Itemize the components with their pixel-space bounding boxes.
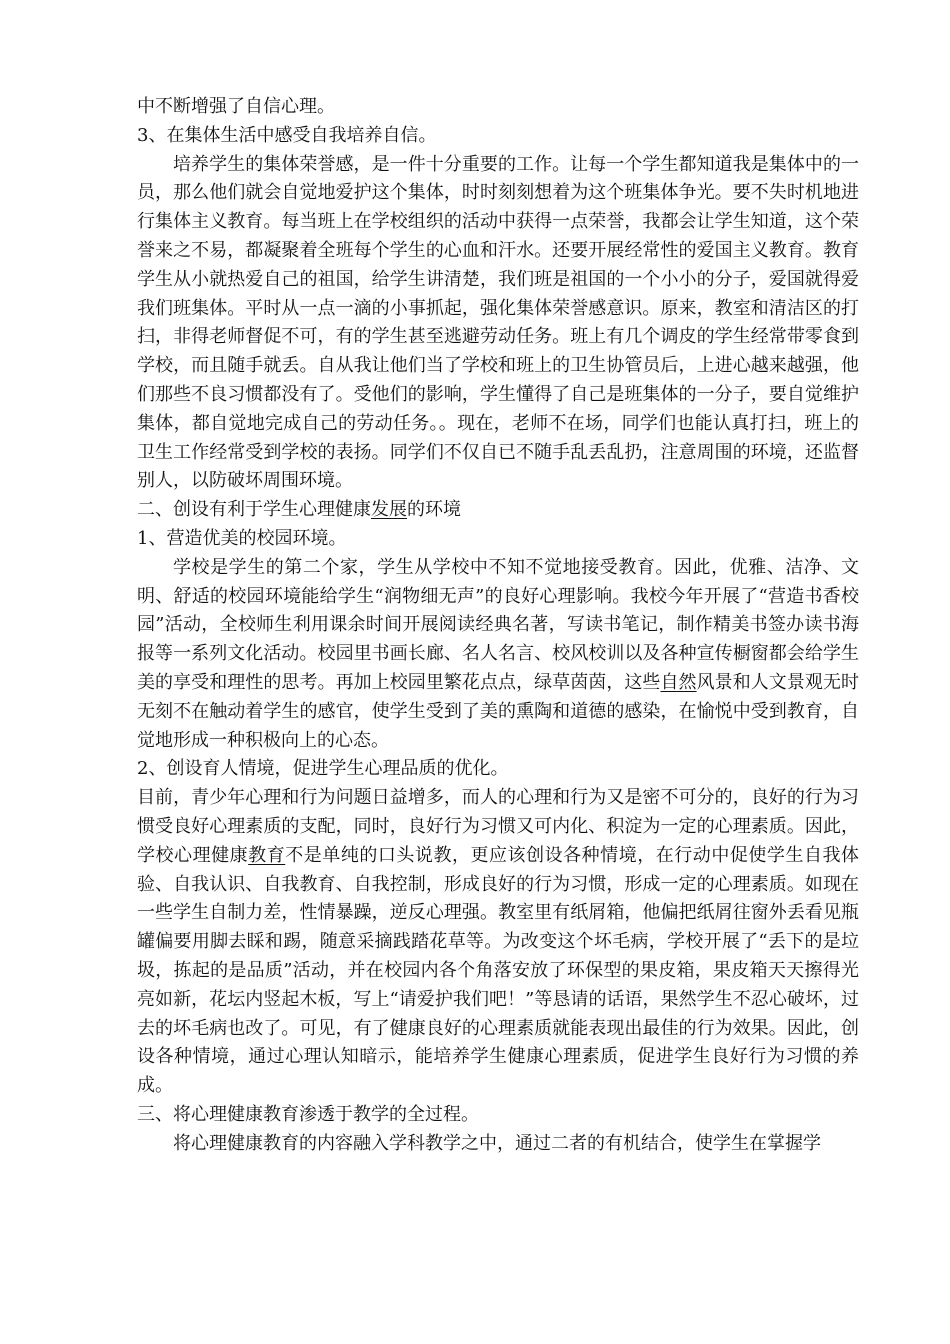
link-jiaoyu[interactable]: 教育 xyxy=(248,844,286,866)
paragraph-text-after: 不是单纯的口头说教，更应该创设各种情境，在行动中促使学生自我体验、自我认识、自我教育、自我控制，形成良好的行为习惯，形成一定的心理素质。如现在一些学生自制力差，性情暴躁，逆反心理强。教室里有纸屑箱，他偏把纸屑往窗外丢看见瓶罐偏要用脚去睬和踢，随意采摘践踏花草等。为改变这个坏毛病，学校开展了“丢下的是垃圾，拣起的是品质”活动，并在校园内各个角落安放了环保型的果皮箱，果皮箱天天擦得光亮如新，花坛内竖起木板，写上“请爱护我们吧！”等恳请的话语，果然学生不忍心破坏，过去的坏毛病也改了。可见，有了健康良好的心理素质就能表现出最佳的行为效果。因此，创设各种情境，通过心理认知暗示，能培养学生健康心理素质，促进学生良好行为习惯的养成。 xyxy=(137,844,860,1097)
paragraph-text-before: 学校是学生的第二个家，学生从学校中不知不觉地接受教育。因此，优雅、洁净、文明、舒适的校园环境能给学生“润物细无声”的良好心理影响。我校今年开展了“营造书香校园”活动，全校师生利用课余时间开展阅读经典名著，写读书笔记，制作精美书签办读书海报等一系列文化活动。校园里书画长廊、名人名言、校风校训以及各种宣传橱窗都会给学生美的享受和理性的思考。再加上校园里繁花点点，绿草茵茵，这些 xyxy=(137,556,859,693)
link-fazhan[interactable]: 发展 xyxy=(371,499,407,521)
section-heading-3: 三、将心理健康教育渗透于教学的全过程。 xyxy=(137,1103,479,1125)
paragraph-education-situation xyxy=(137,784,859,1101)
section-heading-2 xyxy=(137,496,859,525)
subheading-2: 2、创设育人情境，促进学生心理品质的优化。 xyxy=(137,758,509,780)
subheading-1: 1、营造优美的校园环境。 xyxy=(137,527,347,549)
link-ziran[interactable]: 自然 xyxy=(660,671,697,693)
paragraph-text-before: 目前，青少年心理和行为问题日益增多，而人的心理和行为又是密不可分的，良好的行为习惯受良好心理素质的支配，同时，良好行为习惯又可内化、积淀为一定的心理素质。因此，学校心理健康 xyxy=(137,787,859,866)
paragraph-text-after: 风景和人文景观无时无刻不在触动着学生的感官，使学生受到了美的熏陶和道德的感染，在愉悦中受到教育，自觉地形成一种积极向上的心态。 xyxy=(137,671,860,751)
paragraph-continuation: 中不断增强了自信心理。 xyxy=(137,96,335,117)
document-body xyxy=(137,93,859,1158)
heading-text-after: 的环境 xyxy=(407,499,461,521)
heading-text-before: 二、创设有利于学生心理健康 xyxy=(137,499,371,521)
paragraph-collective-honor: 培养学生的集体荣誉感，是一件十分重要的工作。让每一个学生都知道我是集体中的一员，那么他们就会自觉地爱护这个集体，时时刻刻想着为这个班集体争光。要不失时机地进行集体主义教育。每当班上在学校组织的活动中获得一点荣誉，我都会让学生知道，这个荣誉来之不易，都凝聚着全班每个学生的心血和汗水。还要开展经常性的爱国主义教育。教育学生从小就热爱自己的祖国，给学生讲清楚，我们班是祖国的一个小小的分子，爱国就得爱我们班集体。平时从一点一滴的小事抓起，强化集体荣誉感意识。原来，教室和清洁区的打扫，非得老师督促不可，有的学生甚至逃避劳动任务。班上有几个调皮的学生经常带零食到学校，而且随手就丢。自从我让他们当了学校和班上的卫生协管员后，上进心越来越强，他们那些不良习惯都没有了。受他们的影响，学生懂得了自己是班集体的一分子，要自觉维护集体，都自觉地完成自己的劳动任务。。现在，老师不在场，同学们也能认真打扫，班上的卫生工作经常受到学校的表扬。同学们不仅自已不随手乱丢乱扔，注意周围的环境，还监督别人，以防破坏周围环境。 xyxy=(137,153,859,492)
paragraph-campus-environment xyxy=(137,554,859,756)
paragraph-teaching-integration: 将心理健康教育的内容融入学科教学之中，通过二者的有机结合，使学生在掌握学 xyxy=(173,1132,821,1154)
subheading-3: 3、在集体生活中感受自我培养自信。 xyxy=(137,124,437,146)
